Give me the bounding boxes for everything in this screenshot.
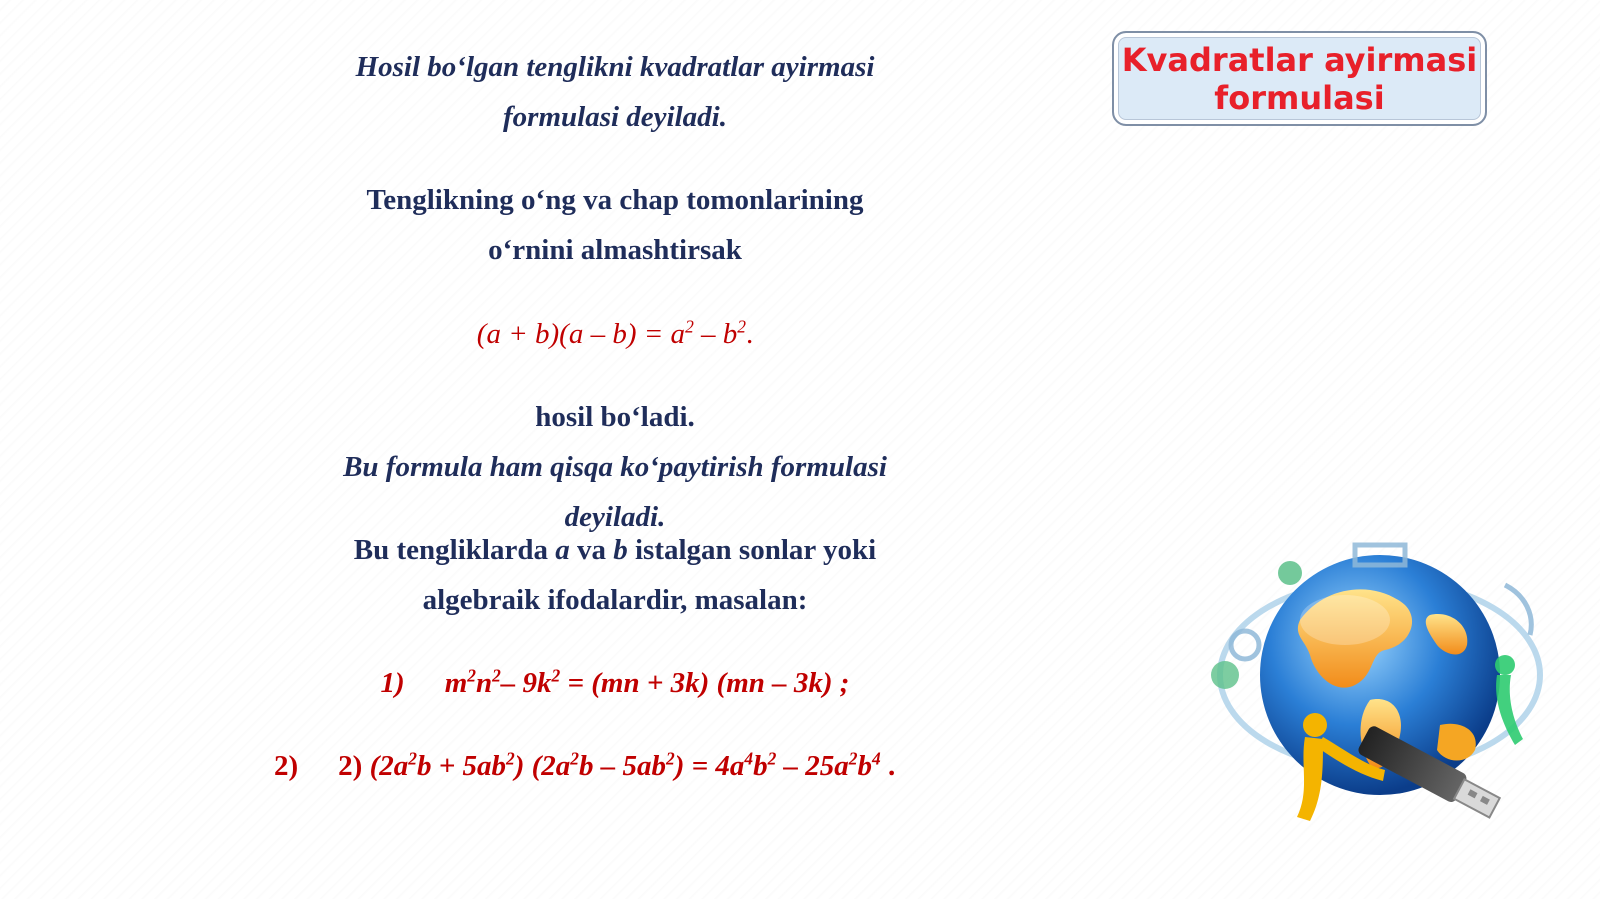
- example-1: [280, 658, 950, 708]
- example-2-prefix: 2): [338, 750, 370, 782]
- variables-text-b: va: [569, 534, 614, 566]
- example-2-exp: 2: [767, 748, 777, 769]
- short-multiplication-line2: deyiladi.: [564, 501, 666, 533]
- variables-line1: [280, 525, 950, 575]
- example-2-exp: 2: [570, 748, 579, 769]
- definition-line2: formulasi deyiladi.: [503, 101, 727, 133]
- result-text: [280, 392, 950, 442]
- example-2-part: (2a: [369, 750, 409, 782]
- example-2-part: b + 5ab: [416, 750, 506, 782]
- example-1-part: n: [475, 667, 493, 699]
- slide-title-line2: formulasi: [1214, 78, 1385, 117]
- example-2-exp: 2: [848, 748, 858, 769]
- variable-a: a: [555, 534, 570, 566]
- example-1-exp: 2: [492, 665, 501, 686]
- variables-text-c: istalgan sonlar yoki: [627, 534, 877, 566]
- title-box: [1112, 31, 1487, 126]
- main-formula-mid: – b: [693, 318, 738, 350]
- example-2-part: ) = 4a: [674, 750, 745, 782]
- example-1-exp: 2: [467, 665, 476, 686]
- example-2-exp: 4: [871, 748, 881, 769]
- example-2-exp: 2: [665, 748, 675, 769]
- example-1-part: = (mn + 3k) (mn – 3k) ;: [560, 667, 850, 699]
- slide-title-line1: Kvadratlar ayirmasi: [1121, 40, 1478, 79]
- example-2-part: .: [880, 750, 896, 782]
- example-1-number: 1): [380, 667, 405, 699]
- example-1-exp: 2: [551, 665, 561, 686]
- example-2-number: 2): [274, 750, 299, 782]
- example-2-exp: 4: [744, 748, 754, 769]
- short-multiplication-line1: Bu formula ham qisqa koʻpaytirish formulasi: [343, 451, 887, 483]
- example-2-exp: 2: [408, 748, 417, 769]
- example-1-part: – 9k: [500, 667, 552, 699]
- variables-text-a: Bu tengliklarda: [353, 534, 556, 566]
- main-formula: [280, 309, 950, 359]
- main-formula-lhs: (a + b)(a – b) = a: [476, 318, 686, 350]
- swap-sides-line1: Tenglikning oʻng va chap tomonlarining: [366, 184, 864, 216]
- example-2-part: b: [857, 750, 872, 782]
- globe-usb-illustration-icon: [1205, 525, 1565, 855]
- variable-b: b: [613, 534, 628, 566]
- variables-line2: algebraik ifodalardir, masalan:: [422, 584, 808, 616]
- main-formula-exp2: 2: [737, 316, 746, 337]
- example-2-exp: 2: [506, 748, 515, 769]
- example-1-part: m: [444, 667, 468, 699]
- swap-sides-paragraph: [280, 175, 950, 275]
- example-2-part: – 25a: [776, 750, 849, 782]
- main-formula-exp1: 2: [685, 316, 694, 337]
- main-formula-end: .: [745, 318, 754, 350]
- result-line: hosil boʻladi.: [535, 401, 695, 433]
- swap-sides-line2: oʻrnini almashtirsak: [488, 234, 742, 266]
- example-2: [274, 741, 974, 791]
- definition-line1: Hosil boʻlgan tenglikni kvadratlar ayirmasi: [355, 51, 875, 83]
- example-2-part: ) (2a: [514, 750, 571, 782]
- variables-paragraph: [280, 525, 950, 625]
- example-2-part: b: [753, 750, 768, 782]
- example-2-part: b – 5ab: [578, 750, 666, 782]
- definition-paragraph: [280, 42, 950, 142]
- slide-title: [1122, 41, 1477, 117]
